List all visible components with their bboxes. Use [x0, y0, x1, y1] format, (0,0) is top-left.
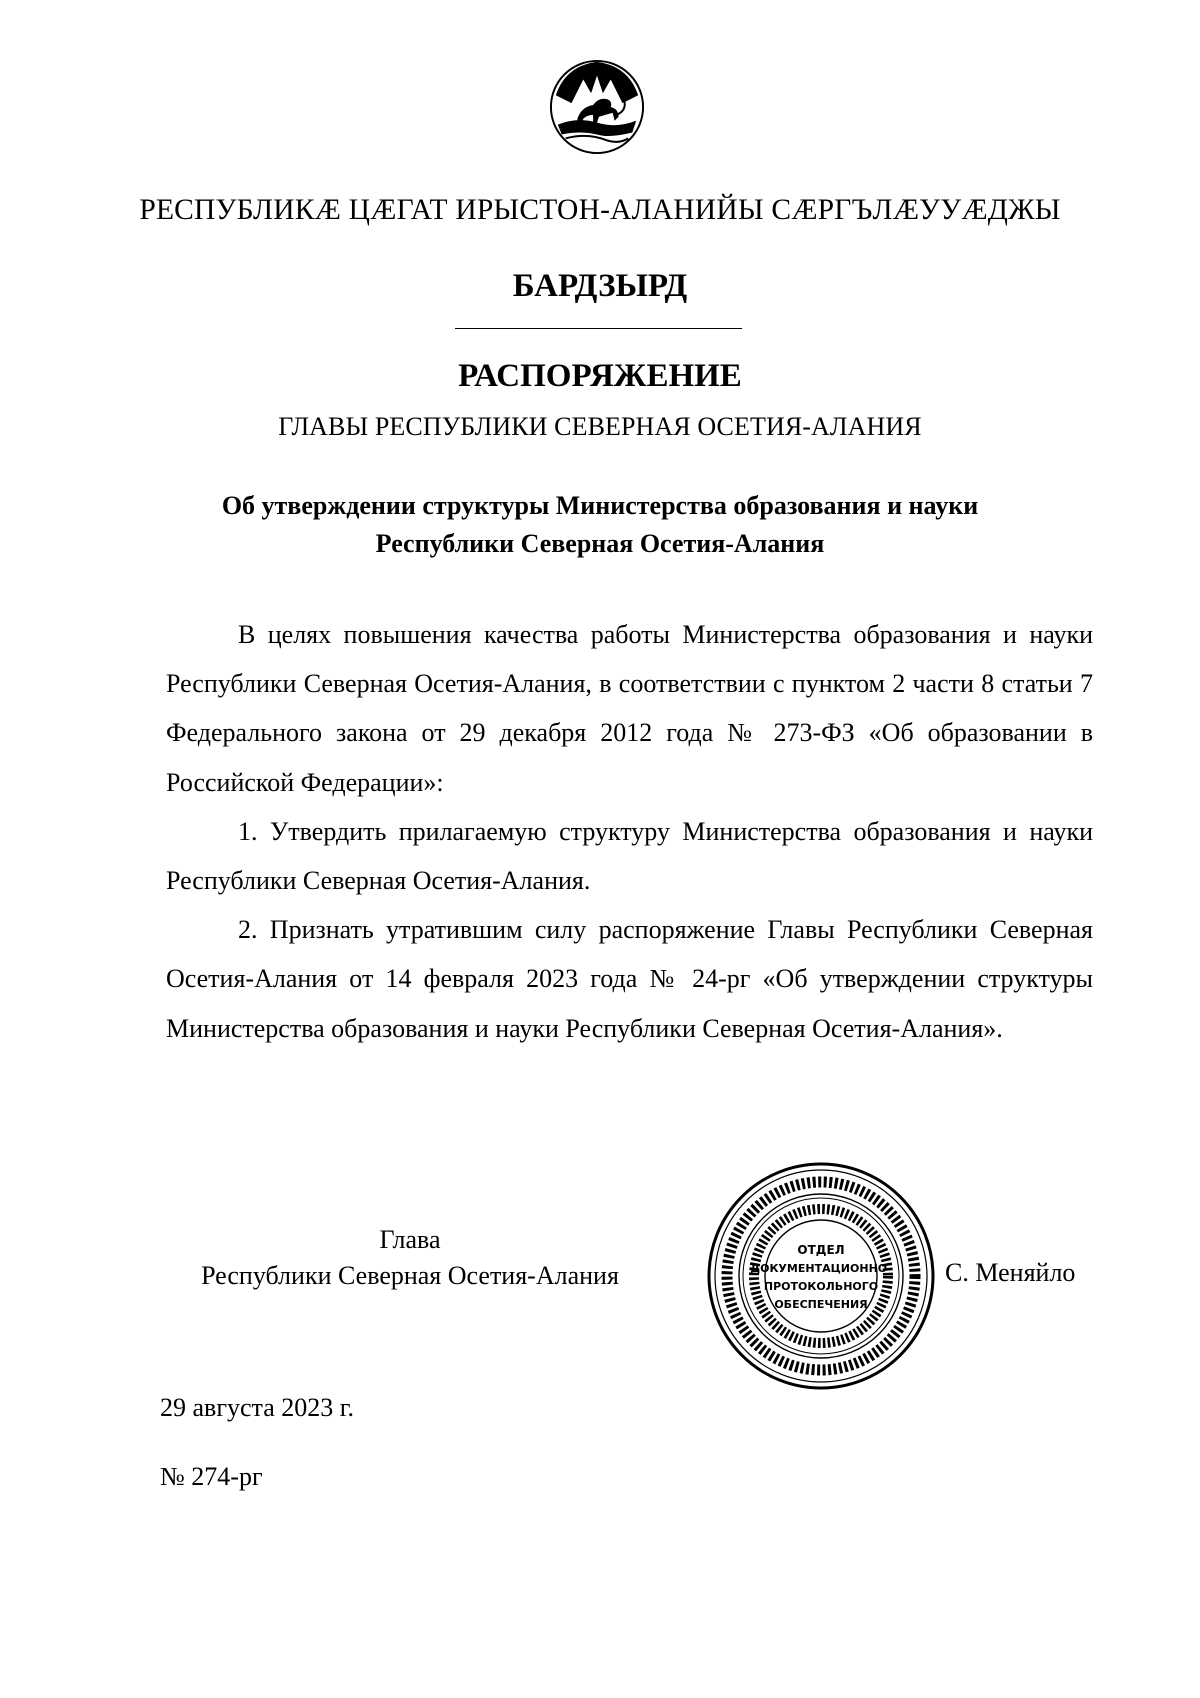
organization-name-ossetian: РЕСПУБЛИКÆ ЦÆГАТ ИРЫСТОН-АЛАНИЙЫ СÆРГЪЛÆУУÆДЖЫ	[139, 194, 1061, 226]
seal-text-line-2: ДОКУМЕНТАЦИОННО-	[750, 1262, 892, 1275]
official-seal-icon	[705, 1160, 937, 1392]
intro-paragraph: В целях повышения качества работы Министерства образования и науки Республики Северная Осетия-Алания, в соответствии с пунктом 2 части 8 статьи 7 Федерального закона от 29 декабря 2012 года № 273-ФЗ «Об образовании в Российской Федерации»:	[166, 620, 1093, 797]
document-number: № 274-рг	[160, 1462, 263, 1491]
signatory-title-line-1: Глава	[379, 1225, 441, 1254]
seal-text-line-1: ОТДЕЛ	[797, 1243, 845, 1257]
title-divider	[455, 328, 742, 329]
seal-text-line-4: ОБЕСПЕЧЕНИЯ	[774, 1298, 868, 1311]
document-subject	[0, 487, 1200, 563]
document-date: 29 августа 2023 г.	[160, 1393, 354, 1422]
signatory-name: С. Меняйло	[945, 1258, 1076, 1287]
coat-of-arms-icon	[548, 58, 646, 156]
issuer-line: ГЛАВЫ РЕСПУБЛИКИ СЕВЕРНАЯ ОСЕТИЯ-АЛАНИЯ	[278, 412, 922, 441]
signatory-title-line-2: Республики Северная Осетия-Алания	[201, 1261, 619, 1290]
document-body	[166, 610, 1093, 1053]
clause-2-paragraph: 2. Признать утратившим силу распоряжение Главы Республики Северная Осетия-Алания от 14 февраля 2023 года № 24-рг «Об утверждении структуры Министерства образования и науки Республики Северная Осетия-Алания».	[166, 915, 1093, 1043]
subject-line-2: Республики Северная Осетия-Алания	[375, 529, 825, 558]
document-type-ossetian: БАРДЗЫРД	[512, 268, 688, 304]
document-type-russian: РАСПОРЯЖЕНИЕ	[458, 358, 742, 394]
subject-line-1: Об утверждении структуры Министерства образования и науки	[221, 491, 979, 520]
seal-text-line-3: ПРОТОКОЛЬНОГО	[763, 1280, 879, 1293]
signatory-title	[160, 1222, 660, 1294]
clause-1-paragraph: 1. Утвердить прилагаемую структуру Министерства образования и науки Республики Северная Осетия-Алания.	[166, 816, 1093, 896]
